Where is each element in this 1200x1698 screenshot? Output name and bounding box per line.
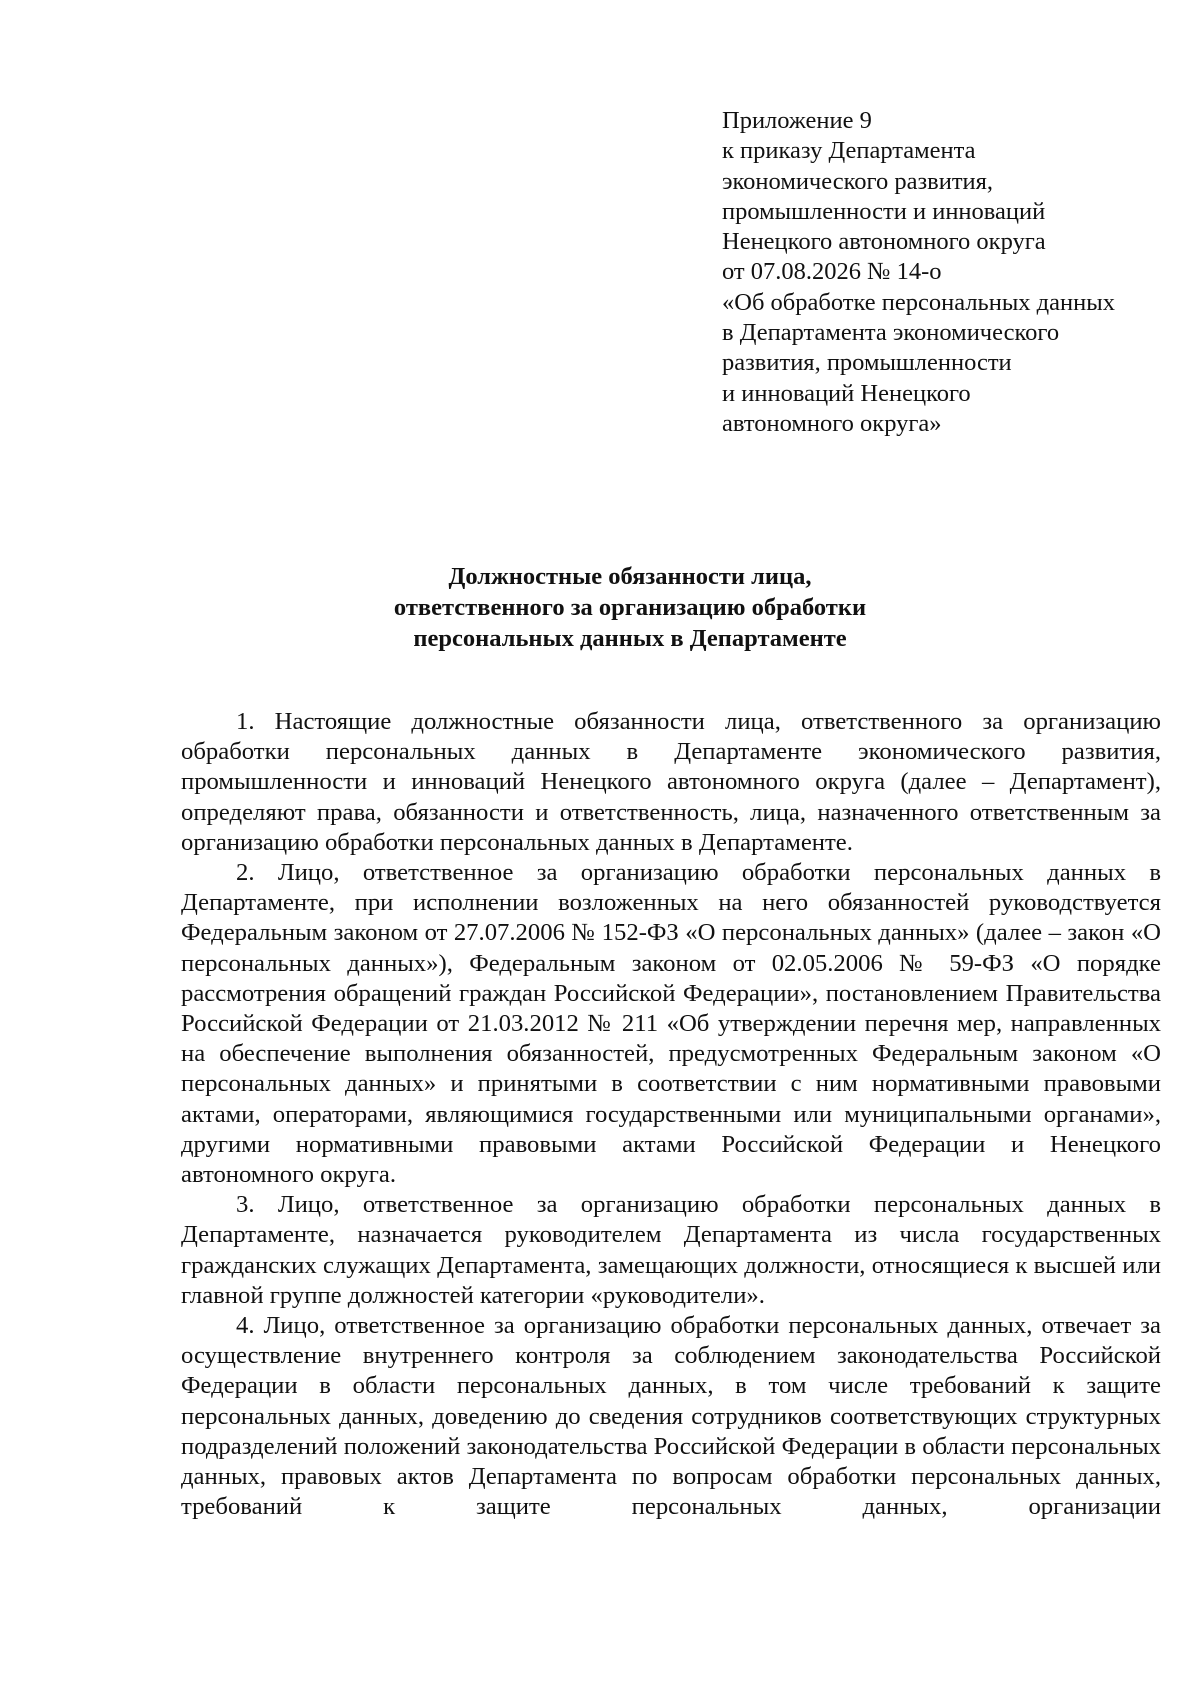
paragraph-1: 1. Настоящие должностные обязанности лица, ответственного за организацию обработки персональных данных в Департаменте экономического развития, промышленности и инноваций Ненецкого автономного округа (далее – Департамент), определяют права, обязанности и ответственность, лица, назначенного ответственным за организацию обработки персональных данных в Департаменте. (181, 708, 1161, 856)
appendix-line: в Департамента экономического (722, 319, 1060, 347)
paragraph-4: 4. Лицо, ответственное за организацию обработки персональных данных, отвечает за осуществление внутреннего контроля за соблюдением законодательства Российской Федерации в области персональных данных, в том числе требований к защите персональных данных, доведению до сведения сотрудников соответствующих структурных подразделений положений законодательства Российской Федерации в области персональных данных, правовых актов Департамента по вопросам обработки персональных данных, требований к защите персональных данных, организации (181, 1312, 1161, 1521)
title-line: ответственного за организацию обработки (393, 594, 867, 621)
appendix-line: Ненецкого автономного округа (722, 228, 1046, 256)
appendix-line: и инноваций Ненецкого (722, 379, 971, 407)
document-body (181, 707, 1161, 1522)
title-line: Должностные обязанности лица, (448, 563, 812, 590)
appendix-line: экономического развития, (722, 167, 994, 195)
appendix-line: развития, промышленности (722, 349, 1012, 377)
paragraph-2: 2. Лицо, ответственное за организацию обработки персональных данных в Департаменте, при исполнении возложенных на него обязанностей руководствуется Федеральным законом от 27.07.2006 № 152-ФЗ «О персональных данных» (далее – закон «О персональных данных»), Федеральным законом от 02.05.2006 № 59-ФЗ «О порядке рассмотрения обращений граждан Российской Федерации», постановлением Правительства Российской Федерации от 21.03.2012 № 211 «Об утверждении перечня мер, направленных на обеспечение выполнения обязанностей, предусмотренных Федеральным законом «О персональных данных» и принятыми в соответствии с ним нормативными правовыми актами, операторами, являющимися государственными или муниципальными органами», другими нормативными правовыми актами Российской Федерации и Ненецкого автономного округа. (181, 859, 1161, 1189)
appendix-line: к приказу Департамента (722, 137, 976, 165)
document-title (180, 561, 1080, 654)
appendix-line: «Об обработке персональных данных (722, 288, 1115, 316)
title-line: персональных данных в Департаменте (413, 625, 847, 652)
paragraph-3: 3. Лицо, ответственное за организацию обработки персональных данных в Департаменте, назначается руководителем Департамента из числа государственных гражданских служащих Департамента, замещающих должности, относящиеся к высшей или главной группе должностей категории «руководители». (181, 1191, 1161, 1309)
appendix-line: от 07.08.2026 № 14-о (722, 258, 942, 286)
appendix-line: Приложение 9 (722, 107, 872, 134)
appendix-line: промышленности и инноваций (722, 197, 1046, 225)
appendix-header (722, 106, 1162, 439)
appendix-line: автономного округа» (722, 409, 942, 437)
